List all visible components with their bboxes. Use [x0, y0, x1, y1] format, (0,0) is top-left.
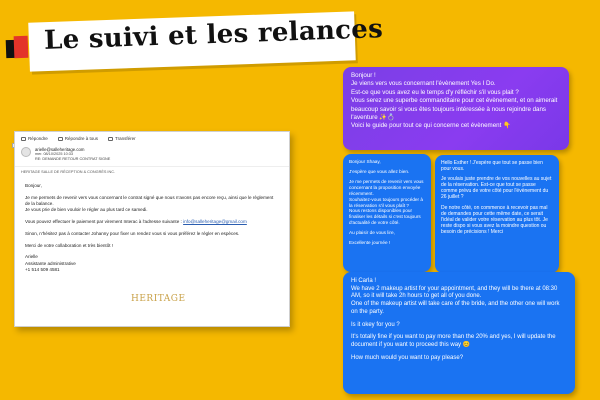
message-bubble-blue-1 [343, 154, 431, 272]
message-line: How much would you want to pay please? [351, 354, 464, 361]
email-paragraph-4: Merci de votre collaboration et très bientôt ! [25, 242, 114, 248]
message-line: J'espère que vous allez bien. [349, 169, 410, 175]
forward-button[interactable]: Transférer [108, 136, 136, 141]
email-window [14, 131, 290, 327]
message-line: Hello Esther ! J'espère que tout se passe bien pour vous. [441, 160, 543, 173]
message-line: Je me permets de revenir vers vous concernant la proposition envoyée récemment. [349, 179, 424, 196]
message-bubble-purple [343, 67, 569, 150]
email-greeting: Bonjour, [25, 183, 42, 188]
email-link[interactable]: info@salleheritage@gmail.com [183, 219, 247, 224]
message-line: It's totally fine if you want to pay more than the 20% and yes, I will update the document if you want to proceed this way 😊 [351, 334, 556, 348]
email-subject: RE: DEMANDE RETOUR CONTRAT SIGNE [35, 157, 111, 161]
email-body [15, 177, 289, 279]
message-line: One of the makeup artist will take care of the bride, and the other one will work on the party. [351, 301, 560, 315]
message-line: We have 2 makeup artist for your appointment, and they will be there at 08:30 AM, so it will take 2h hours to get all of you done. [351, 285, 558, 300]
email-organization: HERITAGE SALLE DE RÉCEPTION & CONGRÈS INC. [21, 170, 116, 174]
signature-name: Arielle [25, 254, 38, 260]
signature-role: Assistante administrative [25, 260, 76, 266]
email-paragraph-1b: Je vous prie de bien vouloir le régler au plus tard ce samedi. [25, 207, 148, 213]
message-bubble-blue-3 [343, 272, 575, 394]
message-line: Voici le guide pour tout ce qui concerne cet évènement 👇 [351, 122, 511, 130]
email-toolbar [15, 132, 289, 145]
forward-icon [108, 137, 113, 141]
message-line: Est-ce que vous avez eu le temps d'y réfléchir s'il vous plait ? [351, 88, 519, 96]
email-date: mer. 08/10/2025 10:33 [35, 152, 73, 156]
reply-all-icon [58, 137, 63, 141]
message-line: Je viens vers vous concernant l'évènement Yes I Do. [351, 80, 496, 88]
reply-icon [21, 137, 26, 141]
page-title: Le suivi et les relances [43, 14, 384, 56]
email-sender: arielle@salleheritage.com [35, 147, 85, 152]
signature-phone: +1 514 509 4581 [25, 266, 60, 272]
message-line: Je voulais juste prendre de vos nouvelles au sujet de la réservation. Est-ce que tout se passe comme prévu de votre côté pour l'évènement du 26 juillet ? [441, 176, 552, 201]
email-paragraph-1: Je me permets de revenir vers vous concernant le contrat signé que nous n'avons pas encore reçu, ainsi que le règlement de la balance. [25, 194, 274, 206]
message-line: Excellente journée ! [349, 240, 391, 246]
message-line: De notre côté, on commence à recevoir pas mal de demandes pour cette même date, ce serait l'idéal de valider votre réservation au plus tôt. Je reste dispo si vous avez la moindre question ou besoin de précisions ! Merci [441, 204, 548, 235]
reply-all-button[interactable]: Répondre à tous [58, 136, 98, 141]
email-paragraph-3: Sinon, n'hésitez pas à contacter Johanny pour fixer un rendez vous si vous préférez le régler en espèces. [25, 230, 240, 236]
message-line: Is it okey for you ? [351, 321, 400, 328]
email-header [15, 145, 289, 167]
message-line: Vous serez une superbe commanditaire pour cet évènement, et on aimerait beaucoup savoir si vous êtes toujours intéressée à nous rejoindre dans l'aventure ✨💍 [351, 97, 558, 122]
avatar [21, 147, 31, 157]
heritage-logo: HERITAGE [131, 294, 186, 304]
email-paragraph-2: Vous pouvez effectuer le paiement par virement Interac à l'adresse suivante : [25, 219, 184, 224]
message-line: Au plaisir de vous lire, [349, 230, 395, 236]
message-line: Bonjour ! [351, 72, 376, 79]
reply-button[interactable]: Répondre [21, 136, 48, 141]
message-line: Nous restons disponibles pour finaliser les détails si c'est toujours d'actualité de votre côté. [349, 208, 421, 225]
message-line: Bonjour Shaay, [349, 159, 381, 164]
decor-stripe-red [14, 36, 29, 58]
message-line: Hi Carla ! [351, 278, 377, 284]
message-bubble-blue-2 [435, 155, 559, 273]
message-line: Souhaitez-vous toujours procéder à la réservation s'il vous plaît ? [349, 196, 424, 208]
